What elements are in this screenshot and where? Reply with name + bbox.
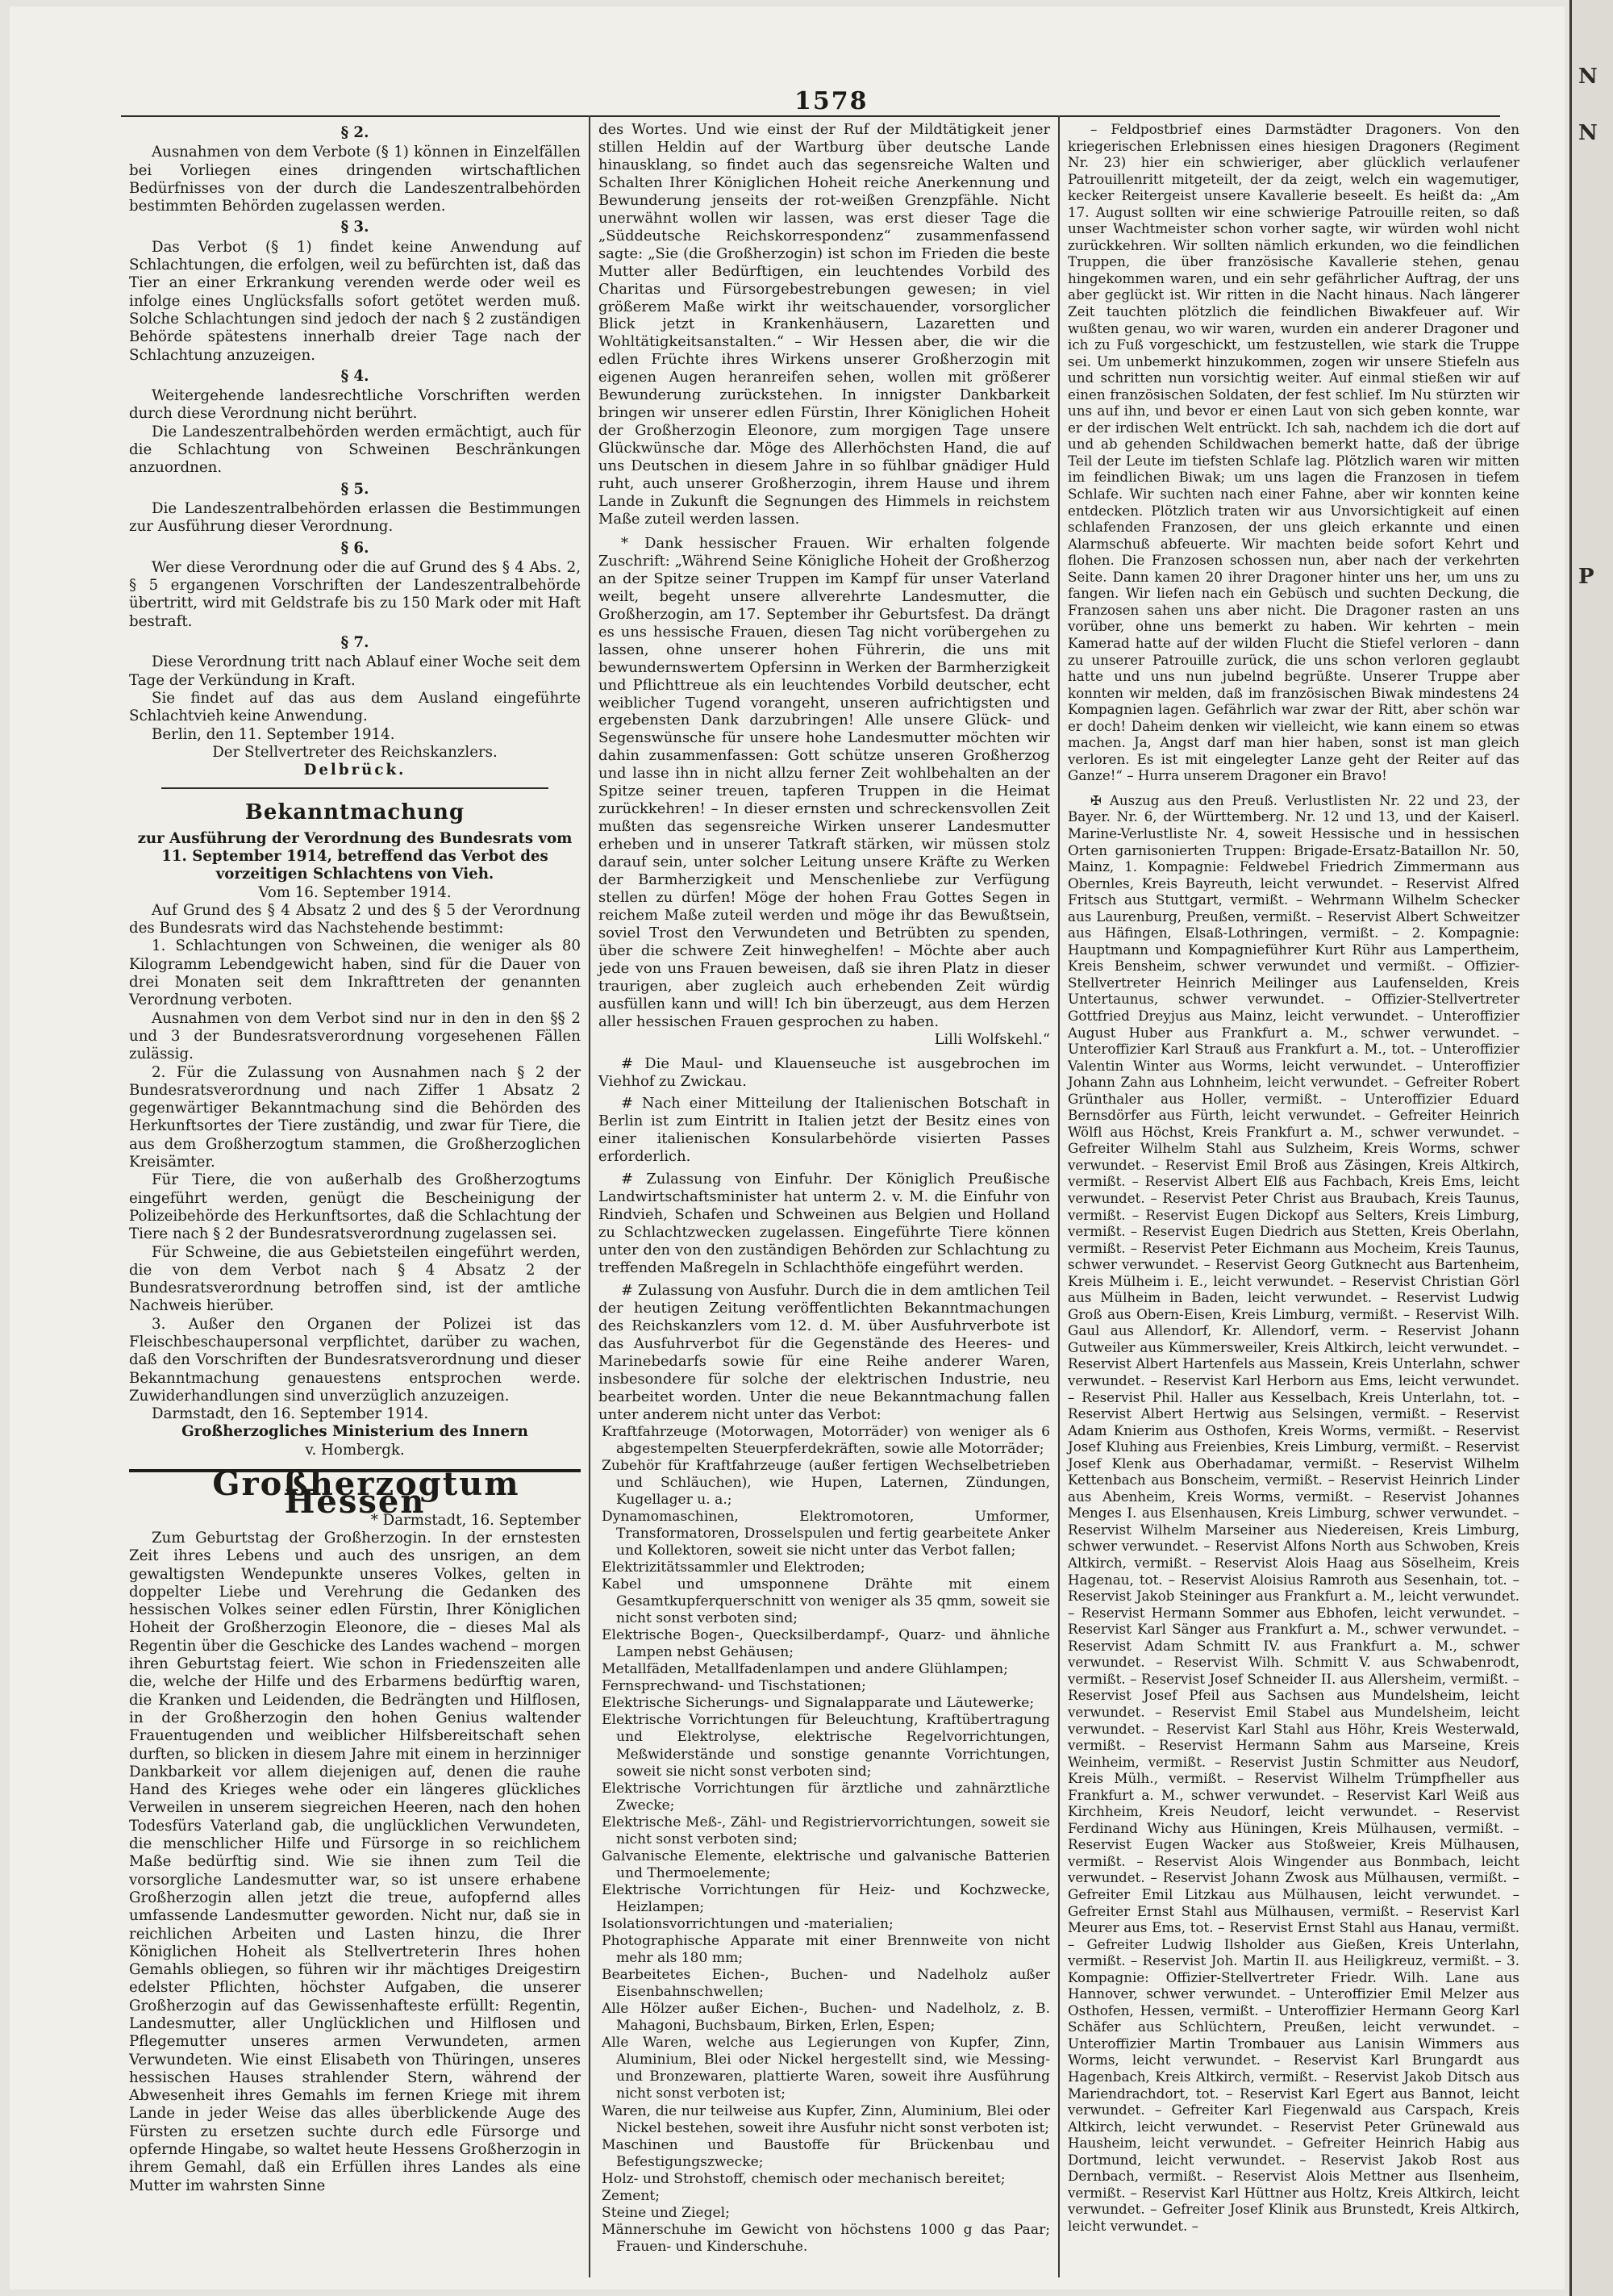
notice-subtitle: zur Ausführung der Verordnung des Bundesrats vom 11. September 1914, betreffend das Verbot des vorzeitigen Schlachtens von Vieh. (137, 829, 573, 883)
paragraph: # Zulassung von Einfuhr. Der Königlich Preußische Landwirtschaftsminister hat unterm 2. v. M. die Einfuhr von Rindvieh, Schafen und Schweinen aus Belgien und Holland zu Schlachtzwecken zugelassen. Eingeführte Tiere können unter den von den zuständigen Behörden zur Schlachtung zu treffenden Maßregeln in Schlachthöfe eingeführt werden. (598, 1171, 1050, 1277)
paragraph: * Dank hessischer Frauen. Wir erhalten folgende Zuschrift: „Während Seine Königliche Hoheit der Großherzog an der Spitze seiner Truppen im Kampf für unser Vaterland weilt, begeht unsere allverehrte Landesmutter, die Großherzogin, am 17. September ihr Geburtsfest. Da drängt es uns hessische Frauen, diesen Tag nicht vorübergehen zu lassen, ohne unserer hohen Führerin, die uns mit bewundernswertem Opfersinn in Werken der Barmherzigkeit und Pflichttreue als ein leuchtendes Vorbild deutscher, echt weiblicher Tugend vorangeht, unseren aufrichtigsten und ergebensten Dank darzubringen! Alle unsere Glück- und Segenswünsche für unsere hohe Landesmutter möchten wir dahin zusammenfassen: Gott schütze unseren Großherzog und lasse ihn in nicht allzu ferner Zeit wohlbehalten an der Spitze seiner treuen, tapferen Truppen in die Heimat zurückkehren! – In dieser ernsten und schreckensvollen Zeit mußten das segensreiche Wirken unserer Landesmutter erheben und in unserer Tatkraft stärken, wir müssen stolz darauf sein, unter solcher Leitung unsere Kräfte zu Werken der Barmherzigkeit und Menschenliebe zur Verfügung stellen zu dürfen! Möge der hohen Frau Gottes Segen in reichem Maße zuteil werden und möge ihr das Bewußtsein, soviel Trost den Verwundeten und Betrübten zu spenden, über die schwere Zeit hinweghelfen! – Möchte aber auch jede von uns Frauen beweisen, daß sie ihren Platz in dieser traurigen, aber zugleich auch erhebenden Zeit würdig ausfüllen kann und will! Ich bin überzeugt, aus dem Herzen aller hessischen Frauen gesprochen zu haben. (598, 534, 1050, 1030)
page-number: 1578 (794, 87, 869, 115)
paragraph: des Wortes. Und wie einst der Ruf der Mildtätigkeit jener stillen Heldin auf der Wartburg über deutsche Lande hinausklang, so findet auch das segensreiche Walten und Schalten Ihrer Königlichen Hoheit reiche Anerkennung und Bewunderung jenseits der rot-weißen Grenzpfähle. Nicht unerwähnt wollen wir lassen, was erst dieser Tage die „Süddeutsche Reichskorrespondenz“ zusammenfassend sagte: „Sie (die Großherzogin) ist schon im Frieden die beste Mutter aller Bedürftigen, ein leuchtendes Vorbild des Charitas und Fürsorgebestrebungen gewesen; in viel größerem Maße wirkt ihr weitschauender, vorsorglicher Blick jetzt in Krankenhäusern, Lazaretten und Wohltätigkeitsanstalten.“ – Wir Hessen aber, die wir die edlen Früchte ihres Wirkens unserer Großherzogin mit eigenen Augen heranreifen sehen, wollen mit größerer Bewunderung zurückstehen. In innigster Dankbarkeit bringen wir unserer edlen Fürstin, Ihrer Königlichen Hoheit der Großherzogin Eleonore, zum morgigen Tage unsere Glückwünsche dar. Möge des Allerhöchsten Hand, die auf uns Deutschen in diesem Jahre in so fühlbar gnädiger Huld ruht, auch unserer Großherzogin, ihrem Hause und ihrem Lande in Zukunft die Segnungen des Himmels in reichstem Maße zuteil werden lassen. (598, 121, 1050, 528)
list-item: Elektrische Vorrichtungen für ärztliche und zahnärztliche Zwecke; (602, 1780, 1050, 1814)
paragraph: # Zulassung von Ausfuhr. Durch die in dem amtlichen Teil der heutigen Zeitung veröffentlichten Bekanntmachungen des Reichskanzlers vom 12. d. M. über Ausfuhrverbote ist das Ausfuhrverbot für die Gegenstände des Heeres- und Marinebedarfs sowie für eine Reihe anderer Waren, insbesondere für solche der elektrischen Industrie, neu bearbeitet worden. Unter die neue Bekanntmachung fallen unter anderem nicht unter das Verbot: (598, 1282, 1050, 1423)
section-heading: § 6. (340, 539, 369, 557)
paragraph: – Feldpostbrief eines Darmstädter Dragoners. Von den kriegerischen Erlebnissen eines hiesigen Dragoners (Regiment Nr. 23) hier ein schwieriger, aber glücklich verlaufener Patrouillenritt mitgeteilt, der da zeigt, welch ein wagemutiger, kecker Reitergeist unsere Kavallerie beseelt. Es heißt da: „Am 17. August sollten wir eine schwierige Patrouille reiten, so daß unser Wachtmeister schon vorher sagte, wir würden wohl nicht zurückkehren. Wir sollten nämlich erkunden, wo die feindlichen Truppen, die über französische Kavallerie stehen, genau hingekommen waren, und ein sehr gefährlicher Auftrag, der uns aber geglückt ist. Wir ritten in die Nacht hinaus. Nach längerer Zeit tauchten plötzlich die feindlichen Biwakfeuer auf. Wir wußten genau, wo wir waren, wurden ein anderer Dragoner und ich zu Fuß vorgeschickt, um festzustellen, wie stark die Truppe sei. Um unbemerkt hinzukommen, zogen wir unsere Stiefeln aus und schritten nun vorsichtig weiter. Auf einmal stießen wir auf einen französischen Soldaten, der fest schlief. Im Nu stürzten wir uns auf ihn, und bevor er einen Laut von sich geben konnte, war er der irdischen Welt entrückt. Ich sah, nachdem ich die dort auf und ab gehenden Schildwachen bemerkt hatte, daß der übrige Teil der Leute im tiefsten Schlafe lag. Plötzlich waren wir mitten im feindlichen Biwak; um uns lagen die Franzosen in tiefem Schlafe. Wir suchten nach einer Fahne, aber wir konnten keine entdecken. Plötzlich traten wir aus Unvorsichtigkeit auf einen schlafenden Franzosen, der uns gleich erkannte und einen Alarmschuß abfeuerte. Wir machten beide sofort Kehrt und flohen. Die Franzosen schossen nun, aber nach der verkehrten Seite. Dann kamen 20 ihrer Dragoner hinter uns her, um uns zu fangen. Wir liefen nach ein Gebüsch und suchten Deckung, die Franzosen sahen uns aber nicht. Die Dragoner rasten an uns vorüber, ohne uns bemerkt zu haben. Wir kehrten – mein Kamerad hatte auf der wilden Flucht die Stiefel verloren – dann zu unserer Patrouille zurück, die uns schon verloren geglaubt hatte und uns nun jubelnd begrüßte. Unserer Truppe aber konnten wir melden, daß im französischen Biwak mindestens 24 Kompagnien lagen. Gefährlich war zwar der Ritt, aber schön war er doch! Daheim denken wir vielleicht, wie kann einem so etwas machen. Ja, Angst darf man hier haben, sonst ist man gleich verloren. Es ist mit eingelegter Lanze geht der Reiter auf das Ganze!“ – Hurra unserem Dragoner ein Bravo! (1068, 121, 1519, 784)
paragraph: 3. Außer den Organen der Polizei ist das Fleischbeschaupersonal verpflichtet, darüber zu wachen, daß den Vorschriften der Bundesratsverordnung und dieser Bekanntmachung genauestens entsprochen werde. Zuwiderhandlungen sind unverzüglich anzuzeigen. (129, 1315, 581, 1405)
list-item: Fernsprechwand- und Tischstationen; (602, 1678, 866, 1695)
edge-fragment: P (1578, 565, 1594, 589)
paragraph: 2. Für die Zulassung von Ausnahmen nach § 2 der Bundesratsverordnung und nach Ziffer 1 Absatz 2 gegenwärtiger Bekanntmachung sind die Behörden des Herkunftsortes der Tiere zuständig, und zwar für Tiere, die aus dem Großherzogtum stammen, die Großherzoglichen Kreisämter. (129, 1063, 581, 1171)
paragraph: Sie findet auf das aus dem Ausland eingeführte Schlachtvieh keine Anwendung. (129, 689, 581, 725)
signature-name: v. Hombergk. (305, 1441, 405, 1459)
list-item: Elektrische Vorrichtungen für Heiz- und Kochzwecke, Heizlampen; (602, 1881, 1050, 1915)
list-item: Alle Waren, welche aus Legierungen von Kupfer, Zinn, Aluminium, Blei oder Nickel hergestellt sind, wie Messing- und Bronzewaren, plattierte Waren, soweit ihre Ausführung nicht sonst verboten ist; (602, 2035, 1050, 2102)
signature-title: Großherzogliches Ministerium des Innern (181, 1423, 528, 1441)
list-item: Elektrische Bogen-, Quecksilberdampf-, Quarz- und ähnliche Lampen nebst Gehäusen; (602, 1627, 1050, 1661)
list-item: Bearbeitetes Eichen-, Buchen- und Nadelholz außer Eisenbahnschwellen; (602, 1967, 1050, 2001)
list-item: Zubehör für Kraftfahrzeuge (außer fertigen Wechselbetrieben und Schläuchen), wie Hupen, Laternen, Zündungen, Kugellager u. a.; (602, 1457, 1050, 1508)
list-item: Zement; (602, 2187, 660, 2204)
notice-date: Vom 16. September 1914. (258, 883, 452, 901)
paragraph: # Die Maul- und Klauenseuche ist ausgebrochen im Viehhof zu Zwickau. (598, 1054, 1050, 1090)
list-item: Maschinen und Baustoffe für Brückenbau und Befestigungszwecke; (602, 2136, 1050, 2170)
column-divider (589, 115, 590, 2277)
divider (161, 787, 548, 789)
list-item: Elektrische Meß-, Zähl- und Registriervorrichtungen, soweit sie nicht sonst verboten sind; (602, 1814, 1050, 1847)
dateline: Berlin, den 11. September 1914. (152, 725, 395, 743)
column-1 (129, 121, 581, 2195)
paragraph: Das Verbot (§ 1) findet keine Anwendung auf Schlachtungen, die erfolgen, weil zu befürchten ist, daß das Tier an einer Erkrankung verenden werde oder weil es infolge eines Unglücksfalls sofort getötet werden muß. Solche Schlachtungen sind jedoch der nach § 2 zuständigen Behörde spätestens innerhalb dreier Tage nach der Schlachtung anzuzeigen. (129, 238, 581, 364)
section-heading: § 5. (340, 480, 369, 498)
paragraph: Zum Geburtstag der Großherzogin. In der ernstesten Zeit ihres Lebens und auch des unsrigen, an dem gewaltigsten Wendepunkte unseres Volkes, gelten in doppelter Liebe und Verehrung die Gedanken des hessischen Volkes seiner edlen Fürstin, Ihrer Königlichen Hoheit der Großherzogin Eleonore, die – dieses Mal als Regentin über die Geschicke des Landes wachend – morgen ihren Geburtstag feiert. Wie schon in Friedenszeiten alle die, welche der Hilfe und des Erbarmens bedürftig waren, die Kranken und Leidenden, die Bedrängten und Hilflosen, in der Großherzogin den hohen Genius waltender Frauentugenden und weiblicher Hilfsbereitschaft sehen durften, so blicken in diesem Jahre mit einem in herzinniger Dankbarkeit vor allem diejenigen auf, denen die rauhe Hand des Krieges wehe oder ein längeres glückliches Verweilen in unserem siegreichen Heeren, nach den hohen Todesfürs Vaterland gab, die unglücklichen Verwundeten, die menschlicher Hilfe und Fürsorge in so reichlichem Maße bedürftig sind. Wie sie ihnen zum Teil die vorsorgliche Landesmutter war, so ist unsere erhabene Großherzogin allen jetzt die treue, aufopfernd alles umfassende Landesmutter geworden. Nicht nur, daß sie in reichlichen Arbeiten und Lasten hinzu, die Ihrer Königlichen Hoheit als Stellvertreterin Ihres hohen Gemahls obliegen, so führen wir ihr mächtiges Dreigestirn edelster Pflichten, höchster Aufgaben, die unserer Großherzogin auf das Gewissenhafteste erfüllt: Regentin, Landesmutter, aller Unglücklichen und Hilflosen und Pflegemutter unseres armen Verwundeten, armen Verwundeten. Wie einst Elisabeth von Thüringen, unseres hessischen Hauses strahlender Stern, während der Abwesenheit ihres Gemahls im fernen Kriege mit ihrem Lande in jeder Weise das alles überblickende Auge des Fürsten zu ersetzen suchte durch edle Fürsorge und opfernde Hingabe, so waltet heute Hessens Großherzogin in ihrem Gemahl, daß ein Erfüllen ihres Landes als eine Mutter im wahrsten Sinne (129, 1529, 581, 2194)
list-item: Dynamomaschinen, Elektromotoren, Umformer, Transformatoren, Drosselspulen und fertig gearbeitete Anker und Kollektoren, soweit sie nicht unter das Verbot fallen; (602, 1508, 1050, 1559)
list-item: Elektrizitätssammler und Elektroden; (602, 1559, 865, 1576)
paragraph: Diese Verordnung tritt nach Ablauf einer Woche seit dem Tage der Verkündung in Kraft. (129, 653, 581, 689)
paragraph: Ausnahmen von dem Verbote (§ 1) können in Einzelfällen bei Vorliegen eines dringenden wirtschaftlichen Bedürfnisses von der durch die Landeszentralbehörden bestimmten Behörden zugelassen werden. (129, 144, 581, 215)
notice-title: Bekanntmachung (244, 800, 465, 825)
edge-fragment: N (1578, 65, 1598, 89)
list-item: Waren, die nur teilweise aus Kupfer, Zinn, Aluminium, Blei oder Nickel bestehen, soweit ihre Ausfuhr nicht sonst verboten ist; (602, 2102, 1050, 2136)
paragraph: Wer diese Verordnung oder die auf Grund des § 4 Abs. 2, § 5 ergangenen Vorschriften der Landeszentralbehörde übertritt, wird mit Geldstrafe bis zu 150 Mark oder mit Haft bestraft. (129, 558, 581, 630)
column-divider (1058, 115, 1060, 2277)
section-heading: § 3. (340, 219, 369, 236)
section-masthead: Großherzogtum Hessen (212, 1465, 520, 1522)
column-2 (598, 121, 1050, 2256)
dateline: * Darmstadt, 16. September (370, 1511, 581, 1529)
letter-signature: Lilli Wolfskehl.“ (934, 1030, 1050, 1048)
list-item: Männerschuhe im Gewicht von höchstens 1000 g das Paar; Frauen- und Kinderschuhe. (602, 2221, 1050, 2255)
section-heading: § 4. (340, 367, 369, 385)
list-item: Photographische Apparate mit einer Brennweite von nicht mehr als 180 mm; (602, 1933, 1050, 1967)
list-item: Elektrische Sicherungs- und Signalapparate und Läutewerke; (602, 1695, 1035, 1712)
list-item: Isolationsvorrichtungen und -materialien; (602, 1915, 894, 1932)
paragraph: Die Landeszentralbehörden werden ermächtigt, auch für die Schlachtung von Schweinen Beschränkungen anzuordnen. (129, 423, 581, 477)
edge-fragment: N (1578, 121, 1598, 145)
signature-title: Der Stellvertreter des Reichskanzlers. (212, 743, 498, 761)
list-item: Alle Hölzer außer Eichen-, Buchen- und Nadelholz, z. B. Mahagoni, Buchsbaum, Birken, Erlen, Espen; (602, 2001, 1050, 2035)
list-item: Metallfäden, Metallfadenlampen und andere Glühlampen; (602, 1661, 1008, 1678)
paragraph: ✠ Auszug aus den Preuß. Verlustlisten Nr. 22 und 23, der Bayer. Nr. 6, der Württemberg. Nr. 12 und 13, und der Kaiserl. Marine-Verlustliste Nr. 4, soweit Hessische und in hessischen Orten garnisonierten Truppen: Brigade-Ersatz-Bataillon Nr. 50, Mainz, 1. Kompagnie: Feldwebel Friedrich Zimmermann aus Obernles, Kreis Bayreuth, leicht verwundet. – Reservist Alfred Fritsch aus Stuttgart, vermißt. – Wehrmann Wilhelm Schecker aus Laurenburg, Preußen, vermißt. – Reservist Albert Schweitzer aus Häfingen, Elsaß-Lothringen, vermißt. – 2. Kompagnie: Hauptmann und Kompagnieführer Kurt Rühr aus Lampertheim, Kreis Bensheim, schwer verwundet und vermißt. – Offizier-Stellvertreter Heinrich Meilinger aus Laufenselden, Kreis Untertaunus, schwer verwundet. – Offizier-Stellvertreter Gottfried Dreyjus aus Mainz, leicht verwundet. – Unteroffizier August Huber aus Frankfurt a. M., schwer verwundet. – Unteroffizier Karl Strauß aus Frankfurt a. M., tot. – Unteroffizier Valentin Winter aus Worms, leicht verwundet. – Unteroffizier Johann Zahn aus Lohnheim, leicht verwundet. – Gefreiter Robert Grünthaler aus Holler, vermißt. – Unteroffizier Eduard Bernsdörfer aus Fürth, leicht verwundet. – Gefreiter Heinrich Wölfl aus Höchst, Kreis Frankfurt a. M., schwer verwundet. – Gefreiter Wilhelm Stahl aus Sulzheim, Kreis Worms, schwer verwundet. – Reservist Emil Broß aus Zäsingen, Kreis Altkirch, vermißt. – Reservist Albert Elß aus Fachbach, Kreis Ems, leicht verwundet. – Reservist Peter Christ aus Braubach, Kreis Taunus, vermißt. – Reservist Eugen Dickopf aus Selters, Kreis Limburg, vermißt. – Reservist Eugen Diedrich aus Stetten, Kreis Oberlahn, vermißt. – Reservist Peter Eichmann aus Mocheim, Kreis Taunus, schwer verwundet. – Reservist Georg Gutknecht aus Bartenheim, Kreis Mülheim i. E., leicht verwundet. – Reservist Christian Görl aus Mülheim in Baden, leicht verwundet. – Reservist Ludwig Groß aus Obern-Eisen, Kreis Limburg, vermißt. – Reservist Wilh. Gaul aus Allendorf, Kr. Allendorf, verm. – Reservist Johann Gutweiler aus Kümmersweiler, Kreis Altkirch, leicht verwundet. – Reservist Albert Hartenfels aus Massein, Kreis Unterlahn, schwer verwundet. – Reservist Karl Herborn aus Ems, leicht verwundet. – Reservist Phil. Haller aus Kesselbach, Kreis Unterlahn, tot. – Reservist Albert Hertwig aus Selsingen, vermißt. – Reservist Adam Knierim aus Osthofen, Kreis Worms, vermißt. – Reservist Josef Kluhing aus Freienbies, Kreis Limburg, vermißt. – Reservist Josef Klenk aus Oberhadamar, vermißt. – Reservist Wilhelm Kettenbach aus Bonscheim, vermißt. – Reservist Heinrich Linder aus Abenheim, Kreis Worms, vermißt. – Reservist Johannes Menges I. aus Elsenhausen, Kreis Limburg, schwer verwundet. – Reservist Wilhelm Marseiner aus Niedereisen, Kreis Limburg, schwer verwundet. – Reservist Alfons North aus Schwoben, Kreis Altkirch, vermißt. – Reservist Alois Haag aus Söselheim, Kreis Hagenau, tot. – Reservist Aloisius Ramroth aus Sesenhain, tot. – Reservist Jakob Steininger aus Frankfurt a. M., leicht verwundet. – Reservist Hermann Sommer aus Ebhofen, leicht verwundet. – Reservist Karl Sänger aus Frankfurt a. M., schwer verwundet. – Reservist Adam Schmitt IV. aus Frankfurt a. M., schwer verwundet. – Reservist Wilh. Schmitt V. aus Schwabenrodt, vermißt. – Reservist Josef Schneider II. aus Allersheim, vermißt. – Reservist Josef Pfeil aus Sachsen aus Mundelsheim, leicht verwundet. – Reservist Emil Stabel aus Mundelsheim, leicht verwundet. – Reservist Karl Stahl aus Höhr, Kreis Westerwald, vermißt. – Reservist Hermann Sahm aus Marseine, Kreis Weinheim, vermißt. – Reservist Justin Schmitter aus Neudorf, Kreis Mülh., vermißt. – Reservist Wilhelm Trümpfheller aus Frankfurt a. M., schwer verwundet. – Reservist Karl Weiß aus Kirchheim, Kreis Neudorf, leicht verwundet. – Reservist Ferdinand Wichy aus Hüningen, Kreis Mülhausen, vermißt. – Reservist Eugen Wacker aus Stoßweier, Kreis Mülhausen, vermißt. – Reservist Alois Wingender aus Bonmbach, leicht verwundet. – Reservist Johann Zwosk aus Mülhausen, vermißt. – Gefreiter Emil Litzkau aus Mülhausen, leicht verwundet. – Gefreiter Ernst Stahl aus Mülhausen, vermißt. – Reservist Karl Meurer aus Ems, tot. – Reservist Ernst Stahl aus Hanau, vermißt. – Gefreiter Ludwig Ilsholder aus Gießen, Kreis Unterlahn, vermißt. – Reservist Joh. Martin II. aus Heiligkreuz, vermißt. – 3. Kompagnie: Offizier-Stellvertreter Friedr. Wilh. Lane aus Hannover, schwer verwundet. – Unteroffizier Emil Melzer aus Osthofen, Hessen, vermißt. – Unteroffizier Hermann Georg Karl Schäfer aus Schlüchtern, Preußen, leicht verwundet. – Unteroffizier Martin Trombauer aus Lanisin Wimmers aus Worms, leicht verwundet. – Reservist Karl Brungardt aus Hagenbach, Kreis Altkirch, vermißt. – Reservist Jakob Ditsch aus Mariendrachdort, tot. – Reservist Karl Egert aus Bannot, leicht verwundet. – Gefreiter Karl Fiegenwald aus Carspach, Kreis Altkirch, leicht verwundet. – Reservist Peter Grünewald aus Hausheim, leicht verwundet. – Gefreiter Heinrich Habig aus Dortmund, leicht verwundet. – Reservist Jakob Rost aus Dernbach, vermißt. – Reservist Alois Mettner aus Ilsenheim, vermißt. – Reservist Karl Hüttner aus Holtz, Kreis Altkirch, leicht verwundet. – Gefreiter Josef Klinik aus Brunstedt, Kreis Altkirch, leicht verwundet. – (1068, 791, 1519, 2234)
export-list (598, 1424, 1050, 2256)
paragraph: Für Tiere, die von außerhalb des Großherzogtums eingeführt werden, genügt die Bescheinigung der Polizeibehörde des Herkunftsortes, daß die Schlachtung der Tiere nach § 2 der Bundesratsverordnung zugelassen sei. (129, 1171, 581, 1243)
paragraph: Die Landeszentralbehörden erlassen die Bestimmungen zur Ausführung dieser Verordnung. (129, 499, 581, 536)
paragraph: # Nach einer Mitteilung der Italienischen Botschaft in Berlin ist zum Eintritt in Italien jetzt der Besitz eines von einer italienischen Konsularbehörde visierten Passes erforderlich. (598, 1095, 1050, 1166)
paragraph: Weitergehende landesrechtliche Vorschriften werden durch diese Verordnung nicht berührt. (129, 387, 581, 423)
list-item: Kraftfahrzeuge (Motorwagen, Motorräder) von weniger als 6 abgestempelten Steuerpferdekräften, sowie alle Motorräder; (602, 1423, 1050, 1457)
paragraph: Für Schweine, die aus Gebietsteilen eingeführt werden, die von dem Verbot nach § 4 Absatz 2 der Bundesratsverordnung betroffen sind, ist der amtliche Nachweis hierüber. (129, 1243, 581, 1315)
paragraph: 1. Schlachtungen von Schweinen, die weniger als 80 Kilogramm Lebendgewicht haben, sind für die Dauer von drei Monaten seit dem Inkrafttreten der genannten Verordnung verboten. (129, 937, 581, 1009)
column-3 (1068, 121, 1519, 2234)
list-item: Holz- und Strohstoff, chemisch oder mechanisch bereitet; (602, 2170, 1006, 2187)
list-item: Kabel und umsponnene Drähte mit einem Gesamtkupferquerschnitt von weniger als 35 qmm, soweit sie nicht sonst verboten sind; (602, 1576, 1050, 1627)
section-heading: § 2. (340, 124, 369, 141)
paragraph: Ausnahmen von dem Verbot sind nur in den in den §§ 2 und 3 der Bundesratsverordnung vorgesehenen Fällen zulässig. (129, 1009, 581, 1063)
header-rule (121, 115, 1500, 117)
paragraph: Auf Grund des § 4 Absatz 2 und des § 5 der Verordnung des Bundesrats wird das Nachstehende bestimmt: (129, 901, 581, 937)
list-item: Galvanische Elemente, elektrische und galvanische Batterien und Thermoelemente; (602, 1847, 1050, 1881)
list-item: Elektrische Vorrichtungen für Beleuchtung, Kraftübertragung und Elektrolyse, elektrische Regelvorrichtungen, Meßwiderstände und sonstige genannte Vorrichtungen, soweit sie nicht sonst verboten sind; (602, 1712, 1050, 1780)
dateline: Darmstadt, den 16. September 1914. (152, 1405, 429, 1423)
list-item: Steine und Ziegel; (602, 2204, 730, 2221)
signature-name: Delbrück. (303, 762, 406, 779)
section-heading: § 7. (340, 634, 369, 652)
adjacent-page-edge (1569, 0, 1613, 2296)
